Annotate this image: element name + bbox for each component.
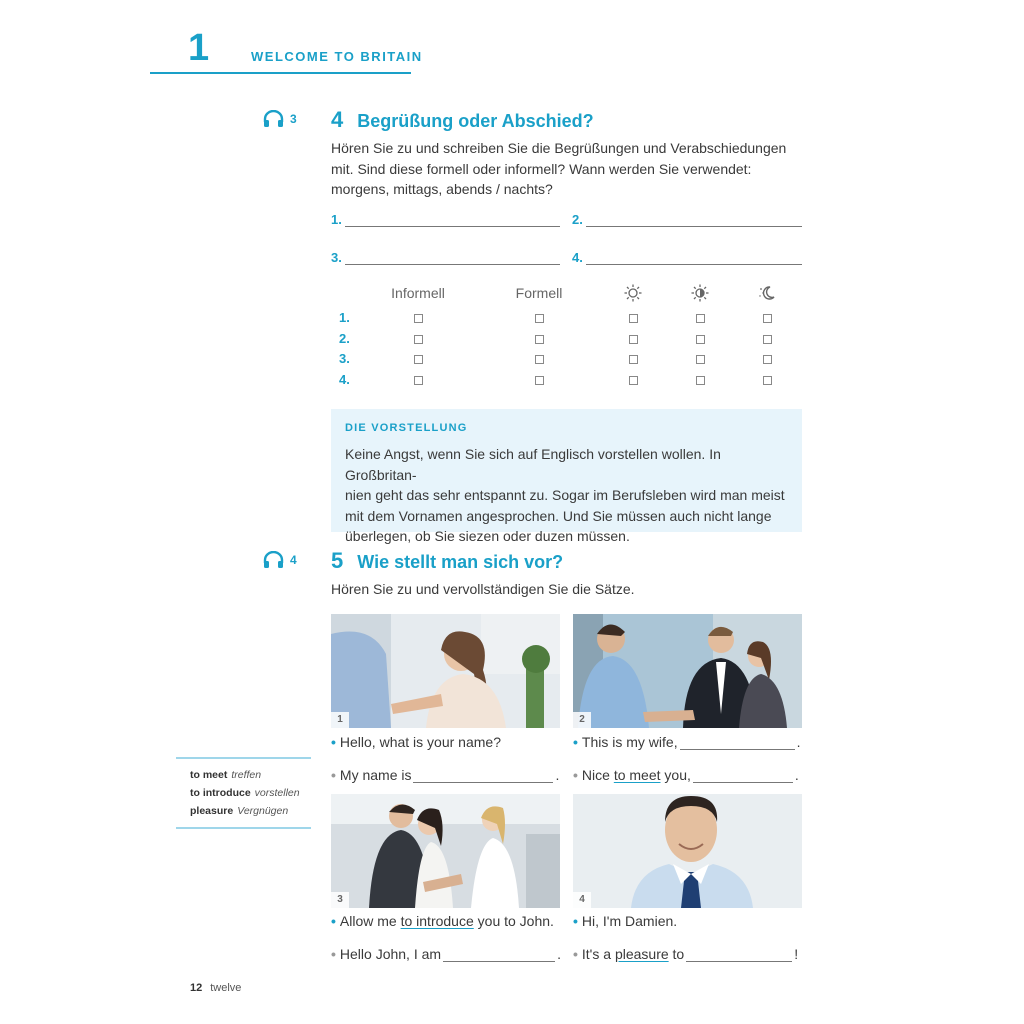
info-box-title: DIE VORSTELLUNG	[345, 422, 468, 434]
checkbox[interactable]	[763, 335, 772, 344]
photo-number: 2	[573, 712, 591, 728]
sentence-text: Hi, I'm Damien.	[581, 913, 678, 929]
sentence-4a	[573, 913, 677, 929]
photo-introduction-meeting	[331, 794, 560, 908]
vocab-german: Vergnügen	[237, 805, 289, 817]
chapter-divider	[150, 72, 411, 74]
checkbox[interactable]	[629, 335, 638, 344]
headphones-icon	[263, 110, 284, 128]
vocab-entry	[190, 787, 300, 799]
answer-label: 4.	[572, 250, 583, 265]
info-line: mit dem Vornamen angesprochen. Und Sie müssen auch nicht lange	[345, 507, 772, 524]
bullet-icon: •	[331, 767, 336, 783]
vocab-german: treffen	[231, 769, 262, 781]
vocab-english: to introduce	[190, 787, 251, 799]
bullet-icon: •	[331, 913, 336, 929]
info-line: überlegen, ob Sie siezen oder duzen müssen.	[345, 528, 630, 544]
answer-blank[interactable]	[586, 252, 802, 265]
photo-portrait-man	[573, 794, 802, 908]
sentence-1a	[331, 734, 501, 750]
sentence-text: This is my wife,	[581, 734, 678, 750]
checkbox[interactable]	[629, 355, 638, 364]
chapter-number: 1	[188, 27, 210, 69]
fill-in-blank[interactable]	[413, 770, 553, 783]
vocab-entry	[190, 769, 261, 781]
exercise-5-heading	[331, 548, 563, 574]
info-box-text	[345, 444, 790, 547]
sentence-text: you,	[664, 767, 691, 783]
info-line: nien geht das sehr entspannt zu. Sogar im Berufsleben wird man meist	[345, 487, 785, 503]
instruction-line: morgens, mittags, abends / nachts?	[331, 181, 553, 197]
answer-line-3[interactable]	[331, 250, 560, 265]
exercise-number: 5	[331, 548, 344, 573]
answer-blank[interactable]	[345, 252, 560, 265]
checkbox[interactable]	[414, 376, 423, 385]
audio-track-number: 4	[290, 553, 297, 567]
fill-in-blank[interactable]	[443, 949, 555, 962]
exercise-number: 4	[331, 107, 344, 132]
sentence-1b	[331, 767, 559, 783]
checkbox[interactable]	[763, 376, 772, 385]
photo-number: 3	[331, 892, 349, 908]
vocab-english: pleasure	[190, 805, 234, 817]
exercise-title: Begrüßung oder Abschied?	[357, 111, 594, 131]
checkbox[interactable]	[414, 355, 423, 364]
column-header-informell: Informell	[391, 285, 445, 301]
fill-in-blank[interactable]	[686, 949, 792, 962]
photo-number: 4	[573, 892, 591, 908]
bullet-icon: •	[331, 734, 336, 750]
answer-label: 2.	[572, 212, 583, 227]
column-header-formell: Formell	[515, 285, 563, 301]
answer-blank[interactable]	[586, 214, 802, 227]
sentence-punctuation: .	[794, 767, 799, 783]
sentence-punctuation: .	[555, 767, 560, 783]
headphones-icon	[263, 551, 284, 569]
sentence-punctuation: .	[796, 734, 801, 750]
answer-line-1[interactable]	[331, 212, 560, 227]
table-row-label: 1.	[339, 310, 350, 325]
exercise-4-heading	[331, 107, 594, 133]
page-number-word: twelve	[210, 982, 242, 994]
table-row-label: 4.	[339, 372, 350, 387]
sentence-text: My name is	[339, 767, 412, 783]
checkbox[interactable]	[696, 314, 705, 323]
sun-midday-icon	[691, 284, 709, 302]
info-box	[331, 409, 802, 544]
bullet-icon: •	[573, 913, 578, 929]
answer-label: 1.	[331, 212, 342, 227]
checkbox[interactable]	[696, 376, 705, 385]
checkbox[interactable]	[696, 355, 705, 364]
checkbox[interactable]	[535, 314, 544, 323]
fill-in-blank[interactable]	[693, 770, 793, 783]
answer-blank[interactable]	[345, 214, 560, 227]
sentence-2a	[573, 734, 800, 750]
sentence-3a	[331, 913, 554, 929]
audio-track-4[interactable]	[263, 551, 297, 569]
checkbox[interactable]	[535, 335, 544, 344]
instruction-line: mit. Sind diese formell oder informell? Wann werden Sie verwendet:	[331, 160, 752, 177]
table-row-label: 2.	[339, 331, 350, 346]
exercise-4-instructions	[331, 138, 801, 200]
bullet-icon: •	[573, 734, 578, 750]
table-row-label: 3.	[339, 351, 350, 366]
checkbox[interactable]	[763, 314, 772, 323]
vocab-german: vorstellen	[254, 787, 300, 799]
photo-business-couple	[573, 614, 802, 728]
sentence-2b	[573, 767, 799, 783]
info-line: Keine Angst, wenn Sie sich auf Englisch vorstellen wollen. In Großbritan-	[345, 446, 721, 483]
fill-in-blank[interactable]	[680, 737, 795, 750]
sentence-text: Hello, what is your name?	[339, 734, 501, 750]
checkbox[interactable]	[535, 355, 544, 364]
checkbox[interactable]	[629, 376, 638, 385]
sentence-text: Allow me	[339, 913, 397, 929]
checkbox[interactable]	[629, 314, 638, 323]
checkbox[interactable]	[535, 376, 544, 385]
bullet-icon: •	[573, 946, 578, 962]
exercise-5-instructions: Hören Sie zu und vervollständigen Sie die Sätze.	[331, 581, 635, 597]
vocab-entry	[190, 805, 288, 817]
sentence-text: Hello John, I am	[339, 946, 442, 962]
answer-line-4[interactable]	[572, 250, 802, 265]
sentence-3b	[331, 946, 561, 962]
sentence-4b	[573, 946, 798, 962]
checkbox[interactable]	[414, 314, 423, 323]
vocab-highlight: pleasure	[614, 946, 669, 962]
photo-handshake-office	[331, 614, 560, 728]
vocabulary-box	[176, 757, 311, 829]
audio-track-number: 3	[290, 112, 297, 126]
sentence-text: you to John.	[477, 913, 554, 929]
exercise-title: Wie stellt man sich vor?	[357, 552, 564, 572]
sentence-text: Nice	[581, 767, 610, 783]
sun-morning-icon	[624, 284, 642, 302]
checkbox[interactable]	[414, 335, 423, 344]
chapter-title: WELCOME TO BRITAIN	[251, 49, 423, 64]
sentence-punctuation: .	[557, 946, 561, 962]
instruction-line: Hören Sie zu und schreiben Sie die Begrüßungen und Verabschiedungen	[331, 140, 787, 156]
moon-night-icon	[758, 284, 776, 302]
bullet-icon: •	[573, 767, 578, 783]
photo-number: 1	[331, 712, 349, 728]
vocab-highlight: to introduce	[400, 913, 474, 929]
sentence-text: It's a	[581, 946, 612, 962]
answer-label: 3.	[331, 250, 342, 265]
answer-line-2[interactable]	[572, 212, 802, 227]
sentence-text: to	[672, 946, 685, 962]
audio-track-3[interactable]	[263, 110, 297, 128]
bullet-icon: •	[331, 946, 336, 962]
page-footer	[190, 982, 241, 994]
sentence-punctuation: !	[794, 946, 799, 962]
page-number: 12	[190, 982, 203, 994]
vocab-english: to meet	[190, 769, 228, 781]
checkbox[interactable]	[696, 335, 705, 344]
checkbox[interactable]	[763, 355, 772, 364]
vocab-highlight: to meet	[613, 767, 661, 783]
